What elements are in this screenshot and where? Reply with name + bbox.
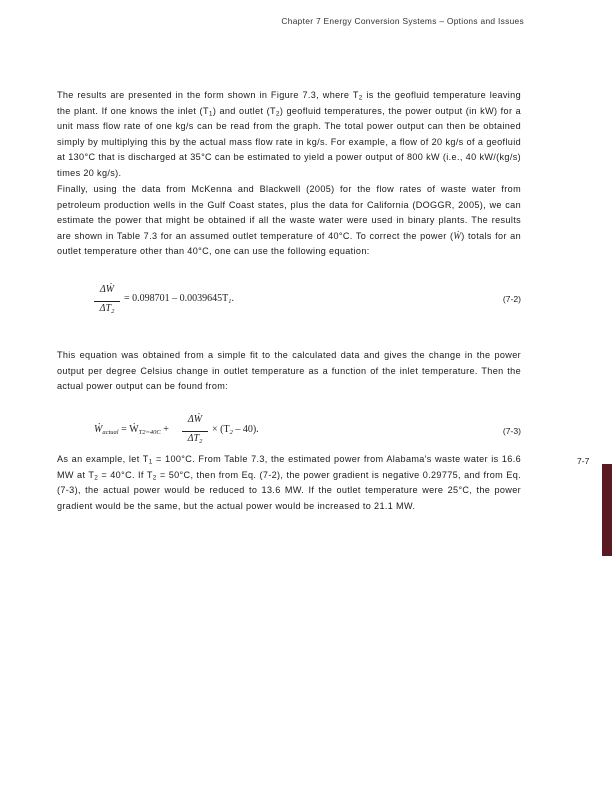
equation-7-2: ΔẆ $\Delta T_2$ = $0.098701 - 0.0039645T_1$.	[94, 282, 514, 322]
paragraph-example: As an example, let $T_1 = 100^\circ C$. From Table 7.3, the estimated power from Alabama's waste water is 16.6 MW at $T_2 = 40^\circ C$. If $T_2 = 50^\circ C$, then from Eq. (7-2), the power gradient is negative 0.29775, and from Eq. (7-3), the actual power would be reduced to 13.6 MW. If the outlet temperature were 25°C, the power gradient would be the same, but the actual power would be increased to 21.1 MW.	[57, 454, 521, 511]
chapter-tab-bar	[602, 464, 612, 556]
paragraph-fit: This equation was obtained from a simple fit to the calculated data and gives the change in the power output per degree Celsius change in outlet temperature as a function of the inlet temperature. Then the actual power output can be found from:	[57, 350, 521, 392]
paragraph-results: The results are presented in the form shown in Figure 7.3, where $T_2$ is the geofluid temperature leaving the plant. If one knows the inlet $(T_1)$ and outlet $(T_2)$ geofluid temperatures, the power output (in kW) for a unit mass flow rate of one kg/s can be read from the graph. The total power output can then be obtained simply by multiplying this by the actual mass flow rate in kg/s. For example, a flow of 20 kg/s of a geofluid at 130°C that is discharged at 35°C can be estimated to yield a power output of 800 kW (i.e., 40 kW/(kg/s) times 20 kg/s).	[57, 90, 521, 178]
equation-7-3: Ẇ$_{actual}$ = Ẇ$_{T2=40C}$ + ΔẆ $\Delta T_2$ × $(T_2 - 40)$.	[94, 414, 259, 445]
page-number: 7-7	[577, 456, 590, 466]
running-header: Chapter 7 Energy Conversion Systems – Options and Issues	[281, 16, 524, 26]
equation-label-7-3: (7-3)	[502, 426, 521, 436]
equation-label-7-2: (7-2)	[502, 294, 521, 304]
paragraph-waste-water: Finally, using the data from McKenna and Blackwell (2005) for the flow rates of waste water from petroleum production wells in the Gulf Coast states, plus the data for California (DOGGR, 2005), we can estimate the power that might be obtained if all the waste water were used in binary plants. The results are shown in Table 7.3 for an assumed outlet temperature of 40°C. To correct the power (Ẇ) totals for an outlet temperature other than 40°C, one can use the following equation:	[57, 184, 521, 257]
